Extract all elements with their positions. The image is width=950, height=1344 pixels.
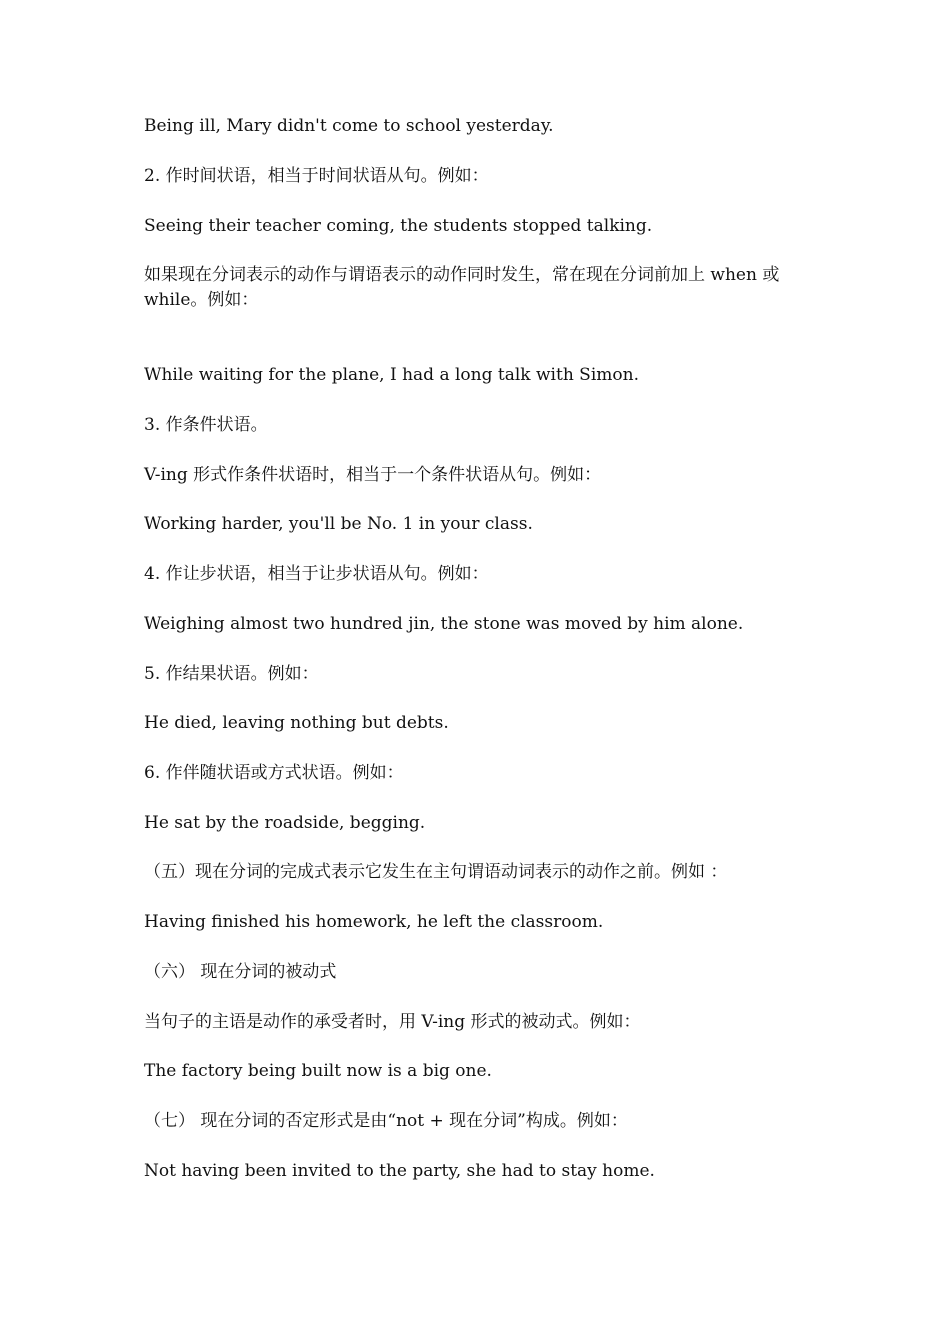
section-heading: （六） 现在分词的被动式	[144, 962, 337, 982]
example-sentence: Being ill, Mary didn't come to school yesterday.	[144, 116, 554, 136]
section-heading: 5. 作结果状语。例如：	[144, 664, 319, 684]
example-sentence: Not having been invited to the party, she had to stay home.	[144, 1161, 655, 1181]
example-sentence: The factory being built now is a big one.	[144, 1061, 492, 1081]
explanation-paragraph: 如果现在分词表示的动作与谓语表示的动作同时发生，常在现在分词前加上 when 或 while。例如：	[144, 265, 780, 310]
example-sentence: Having finished his homework, he left the classroom.	[144, 912, 604, 932]
explanation-paragraph: V-ing 形式作条件状语时，相当于一个条件状语从句。例如：	[144, 465, 602, 485]
example-sentence: While waiting for the plane, I had a long talk with Simon.	[144, 365, 639, 385]
section-heading: （五）现在分词的完成式表示它发生在主句谓语动词表示的动作之前。例如 ：	[144, 862, 728, 882]
section-heading: （七） 现在分词的否定形式是由“not + 现在分词”构成。例如：	[144, 1111, 628, 1131]
section-heading: 4. 作让步状语，相当于让步状语从句。例如：	[144, 564, 489, 584]
example-sentence: Weighing almost two hundred jin, the stone was moved by him alone.	[144, 614, 744, 634]
example-sentence: He died, leaving nothing but debts.	[144, 713, 449, 733]
section-heading: 2. 作时间状语，相当于时间状语从句。例如：	[144, 166, 489, 186]
section-heading: 3. 作条件状语。	[144, 415, 268, 435]
example-sentence: Seeing their teacher coming, the students stopped talking.	[144, 216, 653, 236]
example-sentence: Working harder, you'll be No. 1 in your class.	[144, 514, 533, 534]
explanation-paragraph: 当句子的主语是动作的承受者时，用 V-ing 形式的被动式。例如：	[144, 1012, 641, 1032]
example-sentence: He sat by the roadside, begging.	[144, 813, 426, 833]
section-heading: 6. 作伴随状语或方式状语。例如：	[144, 763, 404, 783]
